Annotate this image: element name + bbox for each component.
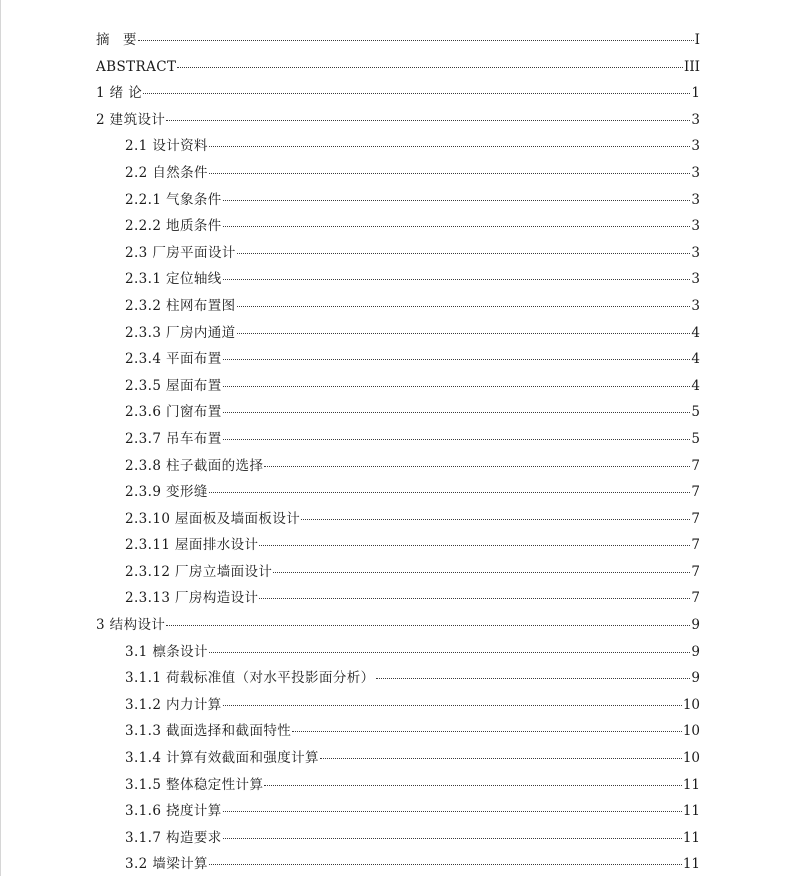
toc-entry[interactable] [96, 107, 700, 134]
toc-leader-dots [209, 652, 690, 653]
toc-entry-title: 2.3.7 吊车布置 [125, 430, 222, 447]
toc-entry-title: 2.2.1 气象条件 [125, 191, 222, 208]
toc-entry[interactable] [96, 54, 700, 81]
toc-entry[interactable] [96, 559, 700, 586]
toc-leader-dots [223, 412, 691, 413]
toc-entry[interactable] [96, 187, 700, 214]
toc-entry-title: 1 绪 论 [96, 85, 143, 102]
toc-entry-page: 4 [691, 377, 700, 394]
toc-entry-title: 3.1.5 整体稳定性计算 [125, 776, 264, 793]
toc-leader-dots [301, 519, 690, 520]
toc-leader-dots [292, 731, 682, 732]
toc-leader-dots [264, 466, 690, 467]
toc-entry[interactable] [96, 27, 700, 54]
toc-leader-dots [166, 120, 690, 121]
toc-leader-dots [237, 253, 691, 254]
toc-entry-page: 4 [691, 324, 700, 341]
toc-entry-title: 3.1.4 计算有效截面和强度计算 [125, 750, 319, 767]
toc-entry-page: 7 [691, 537, 700, 554]
toc-leader-dots [209, 146, 690, 147]
toc-entry-title: 2.3.10 屋面板及墙面板设计 [125, 510, 301, 527]
toc-entry[interactable] [96, 665, 700, 692]
toc-entry[interactable] [96, 532, 700, 559]
toc-leader-dots [223, 359, 691, 360]
toc-leader-dots [273, 572, 690, 573]
toc-entry[interactable] [96, 399, 700, 426]
toc-entry-title: 2.3.5 屋面布置 [125, 377, 222, 394]
toc-entry-title: ABSTRACT [96, 58, 177, 75]
toc-entry[interactable] [96, 346, 700, 373]
toc-entry[interactable] [96, 585, 700, 612]
toc-entry-page: 4 [691, 351, 700, 368]
toc-leader-dots [259, 545, 690, 546]
toc-entry-page: 11 [682, 776, 700, 793]
toc-entry-page: 10 [682, 723, 700, 740]
toc-entry-title: 3.1 檩条设计 [125, 643, 208, 660]
toc-leader-dots [223, 439, 691, 440]
toc-entry[interactable] [96, 293, 700, 320]
toc-entry[interactable] [96, 851, 700, 878]
toc-entry-page: 9 [691, 643, 700, 660]
toc-entry-page: 9 [691, 670, 700, 687]
toc-leader-dots [209, 492, 691, 493]
toc-leader-dots [376, 678, 691, 679]
toc-entry-title: 3.1.2 内力计算 [125, 696, 222, 713]
toc-entry-page: 3 [691, 191, 700, 208]
toc-leader-dots [223, 386, 691, 387]
toc-entry-page: 7 [691, 590, 700, 607]
toc-entry-page: 3 [691, 218, 700, 235]
toc-leader-dots [223, 705, 682, 706]
toc-entry-title: 2.1 设计资料 [125, 138, 208, 155]
toc-entry[interactable] [96, 160, 700, 187]
toc-leader-dots [138, 40, 694, 41]
toc-entry-page: 11 [682, 856, 700, 873]
toc-leader-dots [209, 864, 682, 865]
toc-entry[interactable] [96, 612, 700, 639]
toc-entry-page: 7 [691, 510, 700, 527]
toc-entry-page: I [694, 32, 700, 48]
toc-entry-title: 2.3.2 柱网布置图 [125, 297, 236, 314]
toc-entry-title: 2.3.11 屋面排水设计 [125, 537, 259, 554]
toc-entry-title: 2.3.1 定位轴线 [125, 271, 222, 288]
toc-leader-dots [223, 200, 691, 201]
toc-entry-page: 3 [691, 271, 700, 288]
toc-entry-page: 3 [691, 138, 700, 155]
toc-entry-title: 2.3.6 门窗布置 [125, 404, 222, 421]
toc-entry-page: 9 [691, 617, 700, 634]
page-left-border [0, 0, 1, 876]
toc-entry[interactable] [96, 692, 700, 719]
toc-entry-title: 2.3.4 平面布置 [125, 351, 222, 368]
toc-entry[interactable] [96, 240, 700, 267]
toc-leader-dots [237, 333, 691, 334]
toc-leader-dots [223, 838, 682, 839]
toc-entry-page: 5 [691, 404, 700, 421]
toc-entry-page: 5 [691, 430, 700, 447]
toc-entry-page: 3 [691, 164, 700, 181]
table-of-contents [96, 27, 700, 878]
toc-entry-title: 2.3.13 厂房构造设计 [125, 590, 259, 607]
toc-entry-page: 11 [682, 829, 700, 846]
toc-entry[interactable] [96, 718, 700, 745]
toc-leader-dots [223, 811, 682, 812]
toc-leader-dots [209, 173, 690, 174]
toc-entry-title: 2 建筑设计 [96, 111, 166, 128]
toc-leader-dots [264, 785, 681, 786]
toc-leader-dots [177, 67, 683, 68]
toc-entry[interactable] [96, 213, 700, 240]
toc-entry-page: 3 [691, 297, 700, 314]
toc-entry[interactable] [96, 506, 700, 533]
toc-entry[interactable] [96, 426, 700, 453]
toc-entry[interactable] [96, 798, 700, 825]
toc-leader-dots [223, 279, 691, 280]
toc-entry-title: 2.3.12 厂房立墙面设计 [125, 563, 273, 580]
toc-entry-page: 7 [691, 484, 700, 501]
toc-leader-dots [143, 93, 690, 94]
toc-entry[interactable] [96, 825, 700, 852]
toc-entry-page: 11 [682, 803, 700, 820]
toc-entry[interactable] [96, 373, 700, 400]
toc-entry-title: 摘 要 [96, 32, 137, 48]
toc-entry-page: 10 [682, 750, 700, 767]
toc-entry[interactable] [96, 320, 700, 347]
toc-entry[interactable] [96, 266, 700, 293]
toc-entry-title: 2.3.3 厂房内通道 [125, 324, 236, 341]
toc-entry[interactable] [96, 639, 700, 666]
toc-entry-page: 3 [691, 111, 700, 128]
toc-leader-dots [320, 758, 682, 759]
toc-entry-title: 2.2 自然条件 [125, 164, 208, 181]
toc-entry-title: 2.3 厂房平面设计 [125, 244, 236, 261]
toc-entry-title: 3 结构设计 [96, 617, 166, 634]
toc-leader-dots [237, 306, 691, 307]
toc-entry[interactable] [96, 453, 700, 480]
toc-entry[interactable] [96, 745, 700, 772]
toc-entry-title: 3.1.6 挠度计算 [125, 803, 222, 820]
toc-leader-dots [223, 226, 691, 227]
toc-entry-title: 3.2 墙梁计算 [125, 856, 208, 873]
toc-entry[interactable] [96, 133, 700, 160]
toc-entry-page: 10 [682, 696, 700, 713]
toc-entry-page: 7 [691, 563, 700, 580]
toc-leader-dots [259, 598, 690, 599]
toc-entry-title: 3.1.3 截面选择和截面特性 [125, 723, 292, 740]
toc-entry[interactable] [96, 479, 700, 506]
toc-entry-page: 3 [691, 244, 700, 261]
toc-entry-title: 2.3.9 变形缝 [125, 484, 208, 501]
toc-leader-dots [166, 625, 690, 626]
toc-entry-page: 1 [691, 85, 700, 102]
toc-entry-title: 3.1.1 荷载标准值（对水平投影面分析） [125, 670, 375, 687]
toc-entry[interactable] [96, 772, 700, 799]
toc-entry-page: III [684, 58, 700, 75]
toc-entry[interactable] [96, 80, 700, 107]
toc-entry-title: 3.1.7 构造要求 [125, 829, 222, 846]
toc-entry-page: 7 [691, 457, 700, 474]
toc-entry-title: 2.2.2 地质条件 [125, 218, 222, 235]
toc-entry-title: 2.3.8 柱子截面的选择 [125, 457, 264, 474]
